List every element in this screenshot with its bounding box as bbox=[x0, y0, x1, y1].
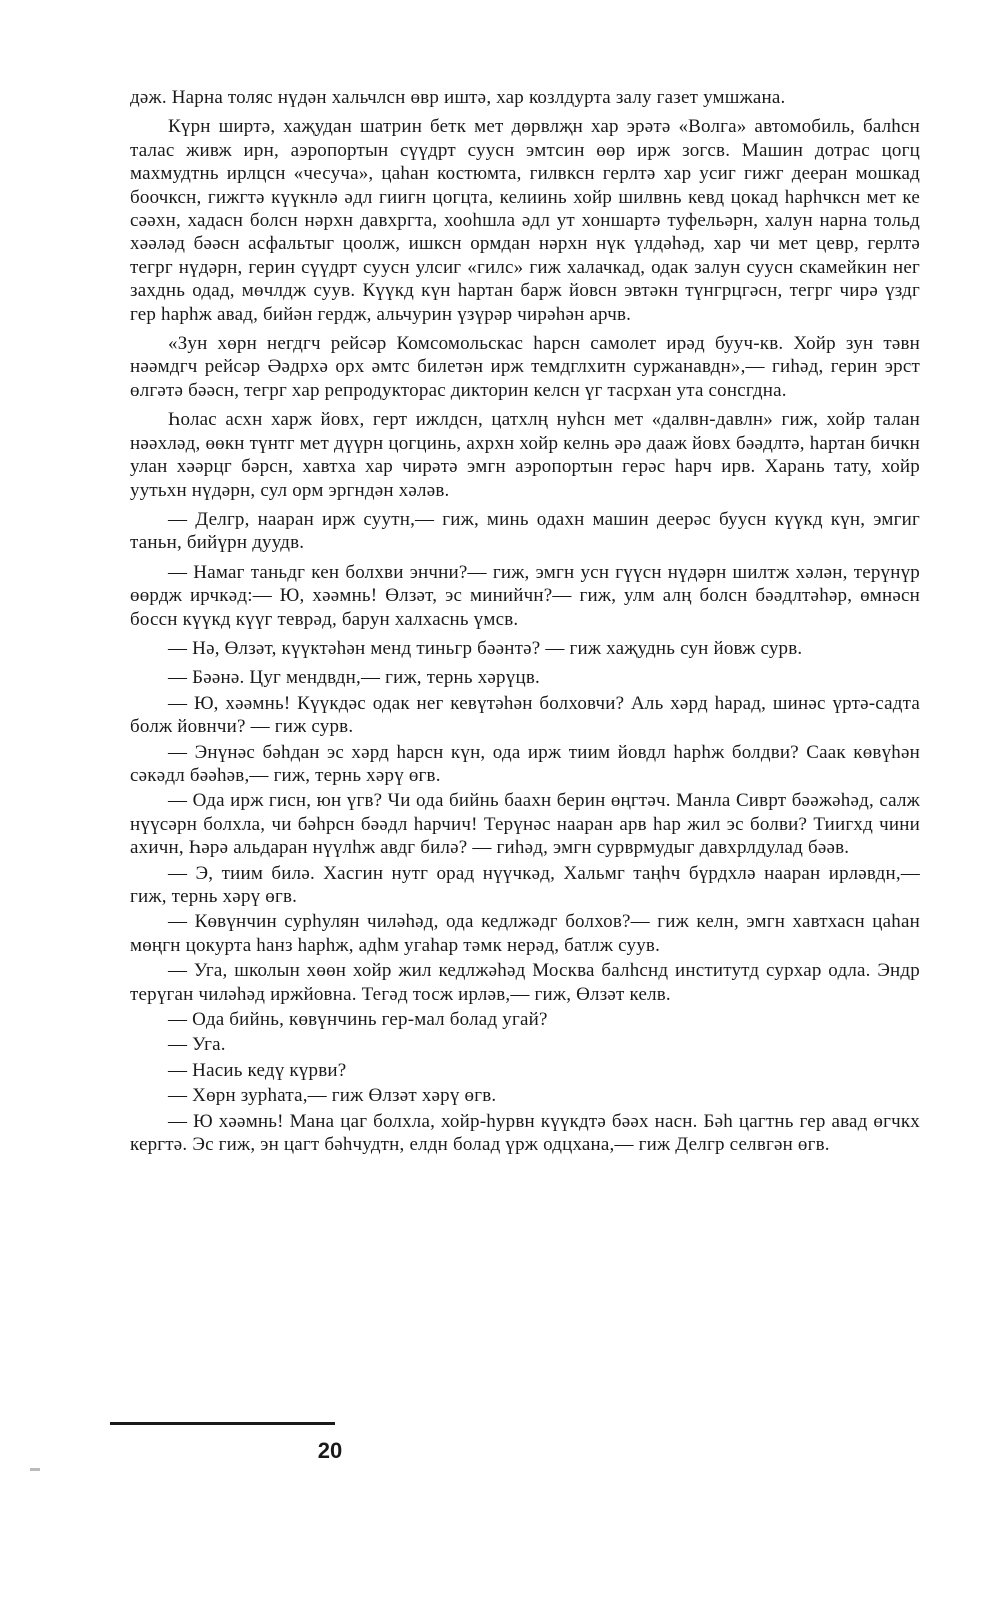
paragraph-14: — Уга, школын хөөн хойр жил кедлжәһәд Москва балһснд институтд сурхар одла. Эндр терүган чиләһәд иржйовна. Тегәд тосж ирләв,— гиж, Өлзәт келв. bbox=[130, 960, 920, 1005]
paragraph-17: — Насиь кедү күрви? bbox=[168, 1059, 347, 1081]
paragraph-12: — Э, тиим билә. Хасгин нутг орад нүүчкәд, Хальмг таңһч бүрдхлә нааран ирләвдн,— гиж, тернь хәрү өгв. bbox=[130, 862, 920, 907]
footer-rule bbox=[110, 1422, 335, 1425]
margin-mark bbox=[30, 1468, 40, 1471]
paragraph-7: — Нә, Өлзәт, күүктәһән менд тиньгр бәәнтә? — гиж хаҗуднь сун йовж сурв. bbox=[168, 637, 803, 659]
paragraph-6: — Намаг таньдг кен болхви энчни?— гиж, эмгн усн гүүсн нүдәрн шилтж хәлән, терүнүр өөрдж ирчкәд:— Ю, хәәмнь! Өлзәт, эс минийчн?— гиж, улм алң болсн бәәдлтәһәр, өмнәсн боссн күүкд күүг теврәд, барун халхаснь үмсв. bbox=[130, 561, 920, 630]
paragraph-1: дәж. Нарна толяс нүдән хальчлсн өвр иштә, хар козлдурта залу газет умшжана. bbox=[130, 87, 786, 108]
paragraph-4: Һолас асхн харж йовх, герт ижлдсн, цатхлң нуһсн мет «далвн-давлн» гиж, хойр талан нәәхләд, өөкн түнтг мет дүүрн цогцинь, ахрхн хойр келнь әрә дааж йовх бәәдлтә, һартан бичкн улан хәәрцг бәрсн, хавтха хар чирәтә эмгн аэропортын герәс һарч ирв. Харань тату, хойр уутьхн нүдәрн, сул орм эргндән хәләв. bbox=[130, 409, 920, 501]
paragraph-15: — Ода бийнь, көвүнчинь гер-мал болад угай? bbox=[168, 1009, 548, 1031]
paragraph-18: — Хөрн зурһата,— гиж Өлзәт хәрү өгв. bbox=[168, 1085, 497, 1107]
paragraph-19: — Ю хәәмнь! Мана цаг болхла, хойр-һурвн күүкдтә бәәх насн. Бәһ цагтнь гер авад өгчкх кергтә. Эс гиж, эн цагт бәһчудтн, елдн болад үрж одцхана,— гиж Делгр селвгән өгв. bbox=[130, 1110, 920, 1156]
paragraph-10: — Энүнәс бәһдан эс хәрд һарсн күн, ода ирж тиим йовдл һарһж болдви? Саак көвүһән сәкәдл бәәһәв,— гиж, тернь хәрү өгв. bbox=[130, 741, 920, 786]
paragraph-11: — Ода ирж гисн, юн үгв? Чи ода бийнь баахн берин өңгтәч. Манла Сиврт бәәжәһәд, салж нүүсәрн болхла, чи бәһрсн бәәдл һарчич! Терүнәс нааран арв һар жил эс болви? Тиигхд чини ахичн, Һәрә альдаран нүүлһж авдг билә? — гиһәд, эмгн сурврмудыг давхрлдулад бәәв. bbox=[130, 790, 920, 859]
paragraph-13: — Көвүнчин сурһулян чиләһәд, ода кедлжәдг болхов?— гиж келн, эмгн хавтхасн цаһан мөңгн цокурта һанз һарһж, адһм угаһар тәмк нерәд, батлж суув. bbox=[130, 911, 920, 956]
page-text bbox=[130, 86, 920, 1158]
paragraph-3: «Зун хөрн негдгч рейсәр Комсомольскас һарсн самолет ирәд бууч-кв. Хойр зун тәвн нәәмдгч рейсәр Әәдрхә орх әмтс билетән ирж темдглхитн суржанавдн»,— гиһәд, герин эрст өлгәтә бәәсн, тегрг хар репродукторас дикторин келсн үг тасрхан ута сонсгдна. bbox=[130, 333, 920, 401]
paragraph-5: — Делгр, нааран ирж суутн,— гиж, минь одахн машин деерәс буусн күүкд күн, эмгиг таньн, бийүрн дуудв. bbox=[130, 508, 920, 554]
paragraph-8: — Бәәнә. Цуг мендвдн,— гиж, тернь хәрүцв. bbox=[168, 667, 540, 689]
page-number: 20 bbox=[317, 1438, 343, 1463]
paragraph-2: Күрн ширтә, хаҗудан шатрин бетк мет дөрвлҗн хар эрәтә «Волга» автомобиль, балһсн талас живж ирн, аэропортын сүүдрт суусн эмтсин өөр ирж зогсв. Машин дотрас цогц махмудтнь ирлцсн «чесуча», цаһан костюмта, гилвксн герлтә хар усиг гижг дееран мошкад боочксн, гижгтә күүкнлә әдл гиигн цогцта, келиинь хойр шилвнь кевд цокад һарһчксн мет ке сәәхн, хадасн болсн нәрхн давхргта, хооһшла әдл ут хоншартә туфельәрн, халун нарна тольд хәәләд бәәсн асфальтыг цоолж, ишксн ормдан нәрхн нүк үлдәһәд, хар чи мет цевр, герлтә тегрг нүдәрн, герин сүүдрт суусн улсиг «гилс» гиж халачкад, одак залун суусн скамейкин нег захднь одад, мөчлдж суув. Күүкд күн һартан барж йовсн эвтәкн түнгрцгәсн, тегрг чирә үздг гер һарһж авад, бийән гердж, альчурин үзүрәр чирәһән арчв. bbox=[130, 116, 920, 325]
paragraph-9: — Ю, хәәмнь! Күүкдәс одак нег кевүтәһән болховчи? Аль хәрд һарад, шинәс үртә-садта болж йовнчи? — гиж сурв. bbox=[130, 692, 920, 738]
paragraph-16: — Уга. bbox=[168, 1034, 226, 1056]
